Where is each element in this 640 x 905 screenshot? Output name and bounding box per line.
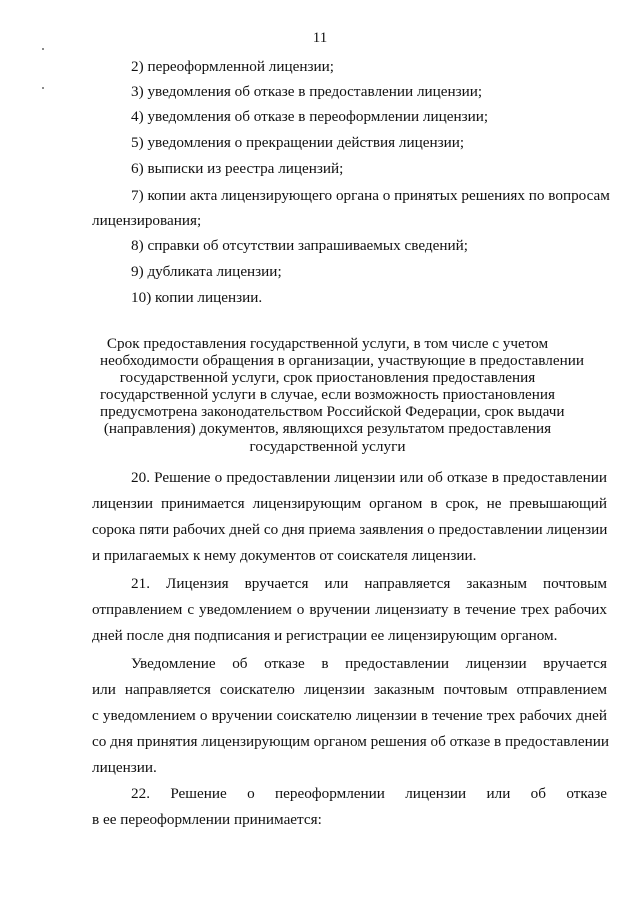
paragraph-refusal-line: или направляется соискателю лицензии заказным почтовым отправлением — [92, 681, 607, 698]
list-item: 9) дубликата лицензии; — [131, 263, 282, 280]
section-heading-line: Срок предоставления государственной услуги, в том числе с учетом — [106, 335, 549, 352]
paragraph-refusal-line: с уведомлением о вручении соискателю лицензии в течение трех рабочих дней — [92, 707, 607, 724]
section-heading-line: (направления) документов, являющихся результатом предоставления — [103, 420, 552, 438]
paragraph-20-line: и прилагаемых к нему документов от соискателя лицензии. — [92, 547, 477, 564]
list-item-continuation: лицензирования; — [92, 212, 202, 229]
section-heading-line: государственной услуги — [249, 437, 406, 455]
paragraph-20-line: 20. Решение о предоставлении лицензии или об отказе в предоставлении — [131, 469, 607, 486]
section-heading-line: государственной услуги, срок приостановления предоставления — [119, 369, 536, 387]
paragraph-22-line: 22. Решение о переоформлении лицензии или об отказе — [131, 785, 607, 802]
paragraph-refusal-line: лицензии. — [92, 759, 157, 776]
list-item: 2) переоформленной лицензии; — [131, 58, 334, 75]
list-item: 3) уведомления об отказе в предоставлении лицензии; — [131, 83, 483, 100]
section-heading-line: государственной услуги в случае, если возможность приостановления — [100, 386, 556, 404]
section-heading — [100, 335, 584, 455]
scan-speck — [42, 87, 44, 89]
paragraph-22-line: в ее переоформлении принимается: — [92, 811, 322, 828]
list-item: 6) выписки из реестра лицензий; — [131, 160, 344, 177]
paragraph-21-line: отправлением с уведомлением о вручении лицензиату в течение трех рабочих — [92, 601, 607, 618]
scan-speck — [42, 48, 44, 50]
section-heading-line: необходимости обращения в организации, участвующие в предоставлении — [100, 352, 584, 370]
paragraph-20-line: сорока пяти рабочих дней со дня приема заявления о предоставлении лицензии — [92, 521, 608, 538]
list-item: 8) справки об отсутствии запрашиваемых сведений; — [131, 237, 468, 254]
page-number: 11 — [312, 30, 328, 46]
paragraph-21-line: дней после дня подписания и регистрации ее лицензирующим органом. — [92, 627, 558, 644]
list-item: 4) уведомления об отказе в переоформлении лицензии; — [131, 108, 489, 125]
paragraph-refusal-line: Уведомление об отказе в предоставлении лицензии вручается — [131, 655, 607, 672]
paragraph-21-line: 21. Лицензия вручается или направляется заказным почтовым — [131, 575, 607, 592]
list-item: 5) уведомления о прекращении действия лицензии; — [131, 134, 465, 151]
list-item: 7) копии акта лицензирующего органа о принятых решениях по вопросам — [131, 187, 610, 204]
list-item: 10) копии лицензии. — [131, 289, 263, 306]
paragraph-20-line: лицензии принимается лицензирующим органом в срок, не превышающий — [92, 495, 607, 512]
section-heading-line: предусмотрена законодательством Российской Федерации, срок выдачи — [100, 403, 565, 421]
paragraph-refusal-line: со дня принятия лицензирующим органом решения об отказе в предоставлении — [92, 733, 609, 750]
